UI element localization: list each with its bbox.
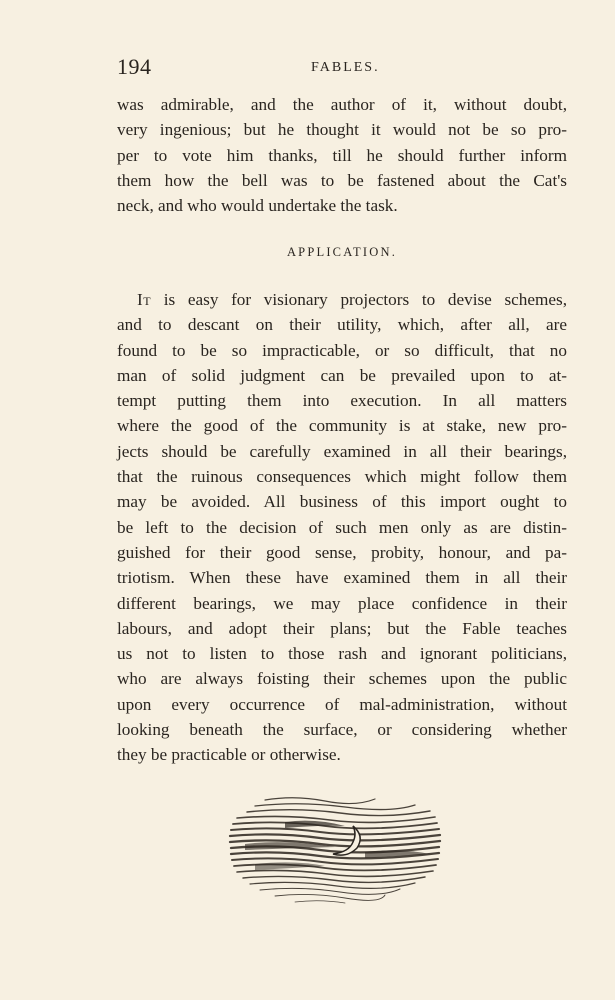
crescent-moon-engraving-icon bbox=[225, 792, 445, 910]
text-line: neck, and who would undertake the task. bbox=[117, 196, 398, 216]
first-word: It bbox=[137, 290, 152, 309]
running-head: FABLES. bbox=[311, 60, 380, 75]
application-heading: APPLICATION. bbox=[286, 245, 398, 259]
text-line: found to be so impracticable, or so difficult, that no bbox=[117, 340, 567, 360]
text-line: upon every occurrence of mal-administration, without bbox=[117, 694, 567, 714]
text-line: looking beneath the surface, or considering whether bbox=[117, 720, 567, 740]
text-line: tempt putting them into execution. In all matters bbox=[117, 391, 567, 411]
text-line: triotism. When these have examined them in all their bbox=[117, 568, 567, 588]
fable-paragraph-end bbox=[117, 92, 567, 218]
text-line: may be avoided. All business of this import ought to bbox=[117, 492, 567, 512]
text-line: per to vote him thanks, till he should further inform bbox=[117, 145, 567, 165]
text-line: guished for their good sense, probity, honour, and pa- bbox=[117, 542, 567, 562]
text-line-first bbox=[117, 287, 567, 312]
page-header bbox=[117, 54, 567, 84]
first-line-rest: is easy for visionary projectors to devise schemes, bbox=[151, 290, 567, 309]
text-line: that the ruinous consequences which might follow them bbox=[117, 467, 567, 487]
text-line: where the good of the community is at stake, new pro- bbox=[117, 416, 567, 436]
text-line: them how the bell was to be fastened about the Cat's bbox=[117, 170, 567, 190]
text-line: man of solid judgment can be prevailed upon to at- bbox=[117, 365, 567, 385]
text-line: and to descant on their utility, which, after all, are bbox=[117, 315, 567, 335]
text-line: be left to the decision of such men only as are distin- bbox=[117, 517, 567, 537]
page-number: 194 bbox=[117, 54, 152, 79]
text-line: was admirable, and the author of it, without doubt, bbox=[117, 95, 567, 114]
text-line: different bearings, we may place confidence in their bbox=[117, 593, 567, 613]
text-line: labours, and adopt their plans; but the Fable teaches bbox=[117, 618, 567, 638]
text-line: us not to listen to those rash and ignorant politicians, bbox=[117, 644, 567, 664]
text-line: jects should be carefully examined in all their bearings, bbox=[117, 441, 567, 461]
text-line: they be practicable or otherwise. bbox=[117, 745, 341, 765]
text-line: very ingenious; but he thought it would not be so pro- bbox=[117, 120, 567, 140]
application-paragraph bbox=[117, 287, 567, 768]
text-line: who are always foisting their schemes upon the public bbox=[117, 669, 567, 689]
